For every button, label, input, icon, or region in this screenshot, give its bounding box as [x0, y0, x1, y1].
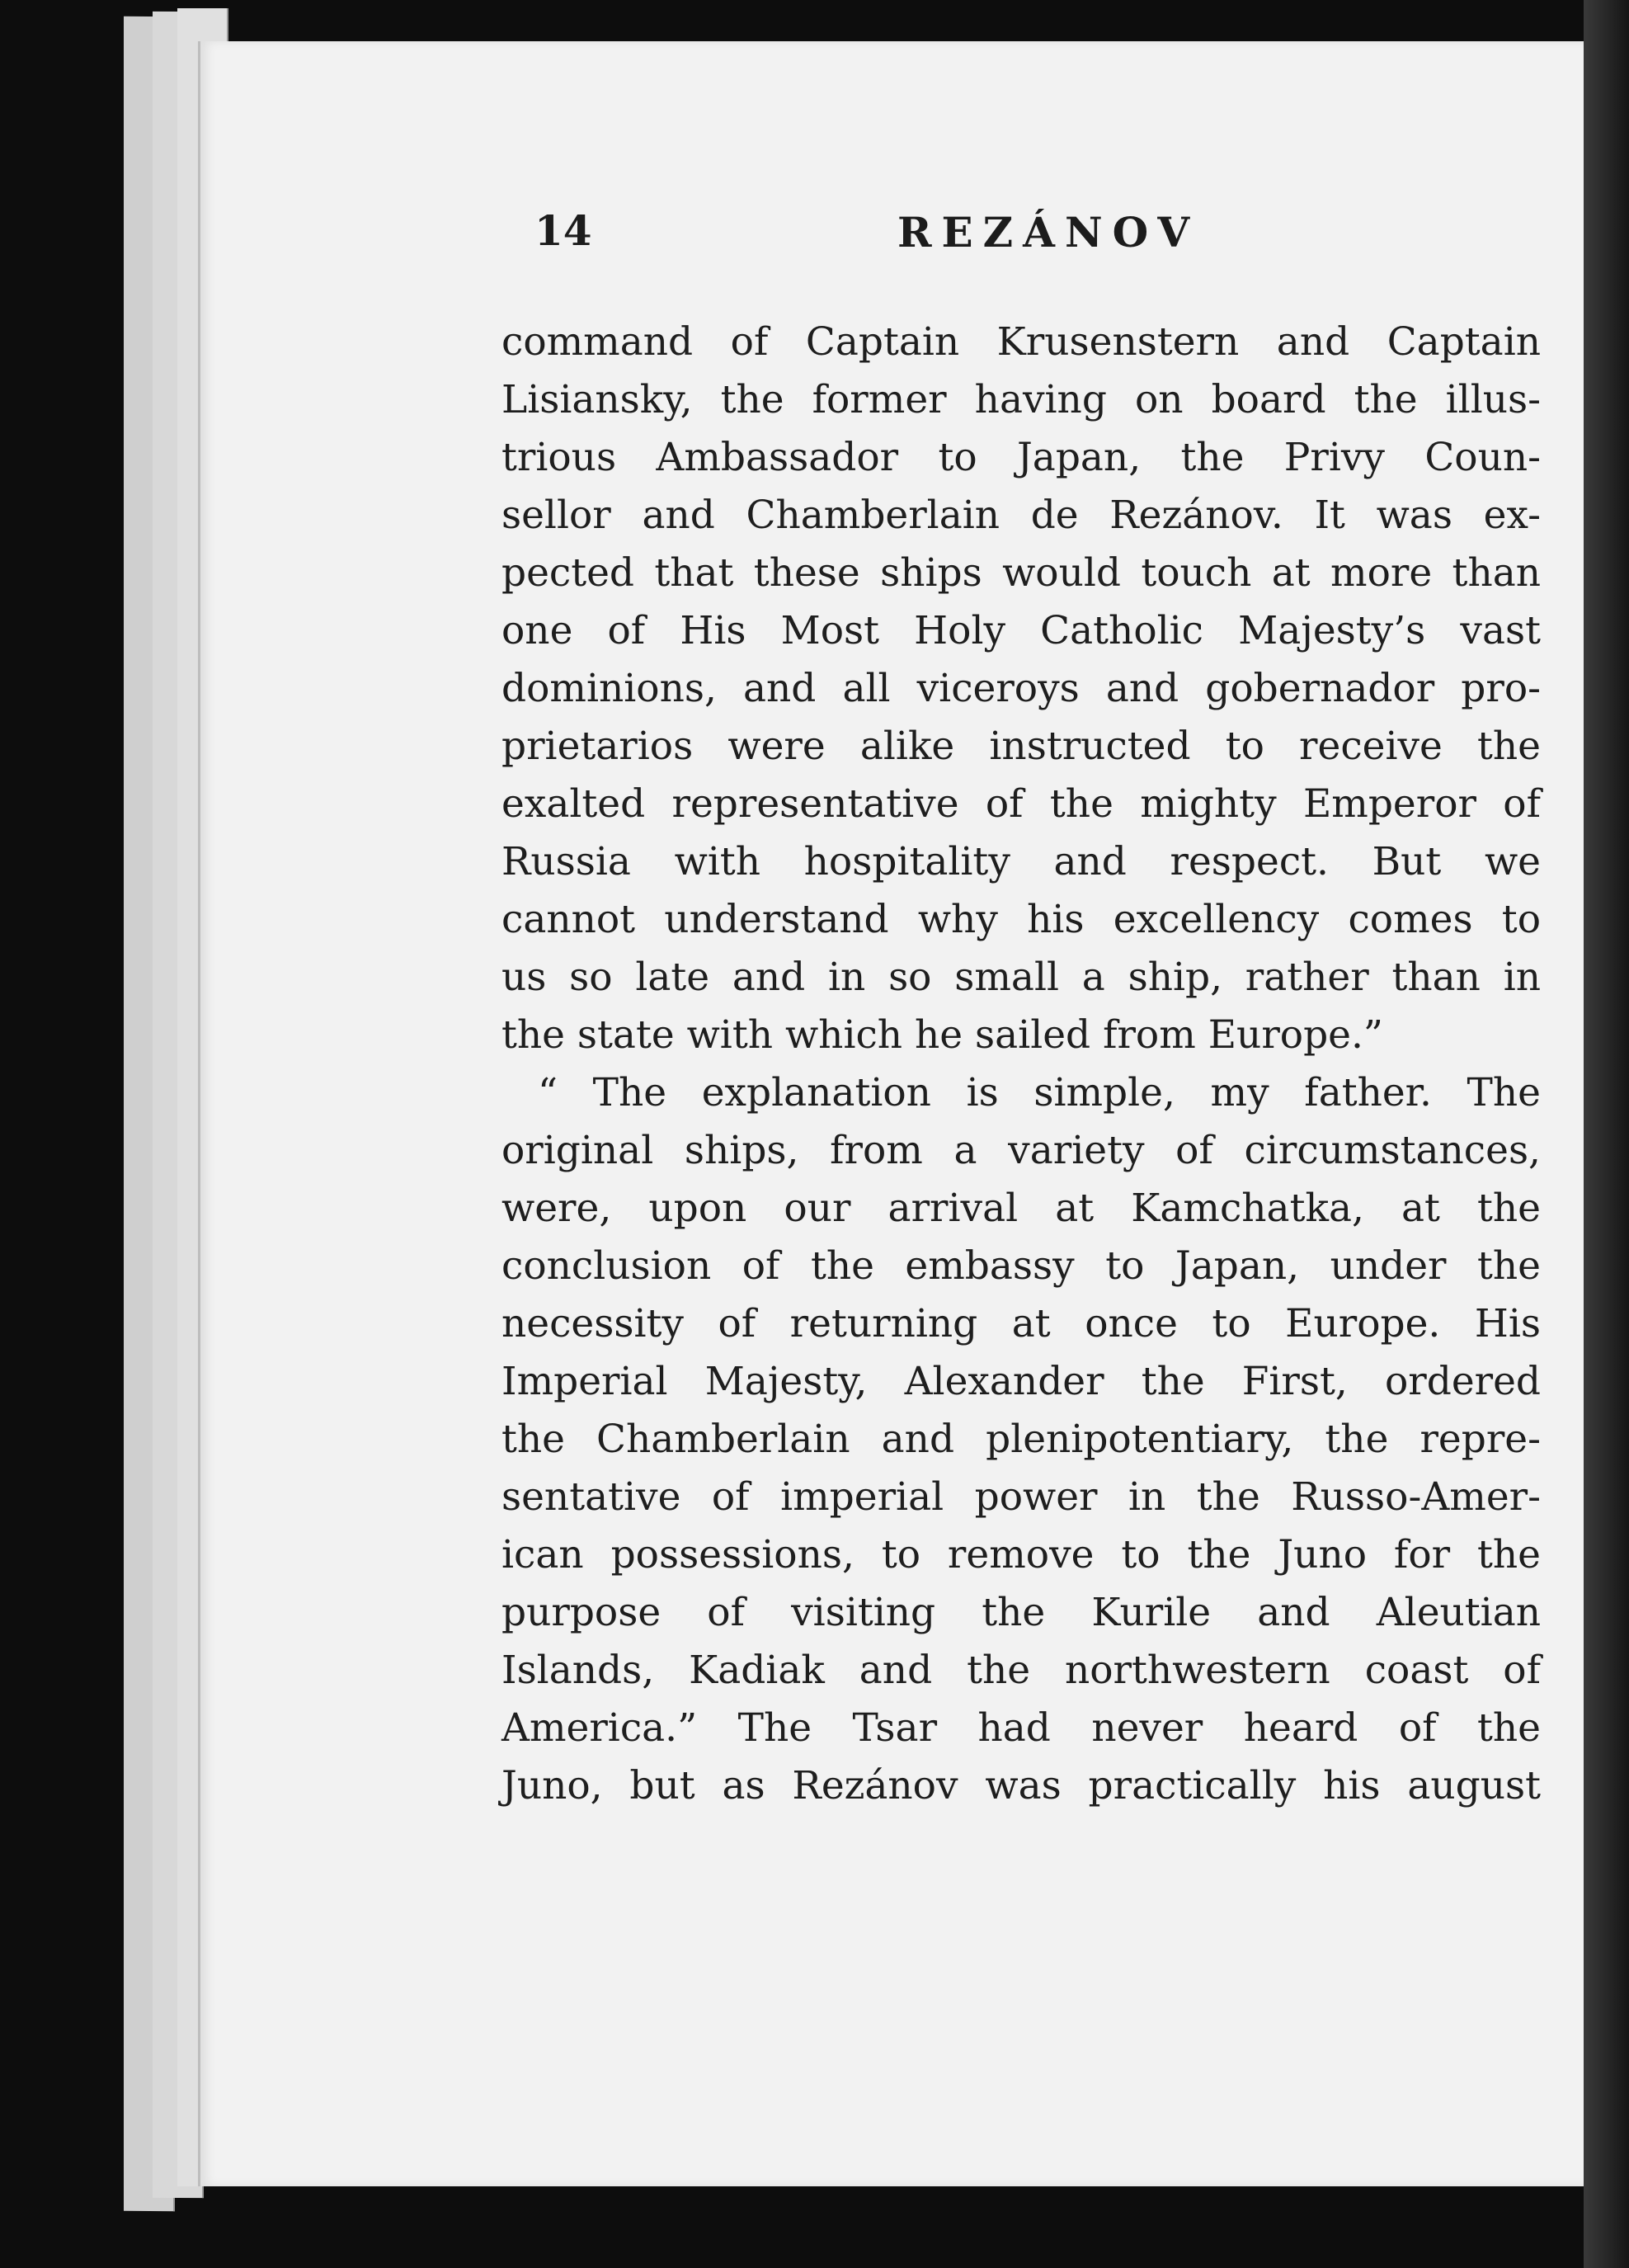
- text-line: trious Ambassador to Japan, the Privy Coun-: [501, 435, 1541, 480]
- text-line: Juno, but as Rezánov was practically his august: [501, 1763, 1541, 1808]
- text-line: America.” The Tsar had never heard of the: [501, 1705, 1541, 1751]
- page-header: [534, 206, 1557, 272]
- text-line: sellor and Chamberlain de Rezánov. It was ex-: [501, 493, 1541, 538]
- text-line: Lisiansky, the former having on board the illus-: [501, 377, 1541, 422]
- text-line: us so late and in so small a ship, rather than in: [501, 955, 1541, 1000]
- text-line: cannot understand why his excellency comes to: [501, 897, 1541, 942]
- text-line: Imperial Majesty, Alexander the First, ordered: [501, 1359, 1541, 1404]
- body-text: [501, 314, 1541, 1815]
- scan-border: [1584, 0, 1629, 2268]
- text-line: necessity of returning at once to Europe. His: [501, 1301, 1541, 1346]
- text-line: “ The explanation is simple, my father. The: [538, 1070, 1541, 1115]
- text-line: Islands, Kadiak and the northwestern coast of: [501, 1648, 1541, 1693]
- text-line: Russia with hospitality and respect. But we: [501, 839, 1541, 884]
- text-line: one of His Most Holy Catholic Majesty’s vast: [501, 608, 1541, 653]
- text-line: the Chamberlain and plenipotentiary, the repre-: [501, 1417, 1541, 1462]
- text-line: original ships, from a variety of circumstances,: [501, 1128, 1541, 1173]
- running-title: REZÁNOV: [897, 208, 1200, 257]
- page-number: 14: [534, 206, 592, 255]
- text-line: the state with which he sailed from Europe.”: [501, 1012, 1383, 1058]
- text-line: prietarios were alike instructed to receive the: [501, 724, 1541, 769]
- text-line: pected that these ships would touch at more than: [501, 550, 1541, 596]
- text-line: command of Captain Krusenstern and Captain: [501, 319, 1541, 365]
- text-line: sentative of imperial power in the Russo-Amer-: [501, 1474, 1541, 1520]
- text-line: ican possessions, to remove to the Juno for the: [501, 1532, 1541, 1577]
- text-line: purpose of visiting the Kurile and Aleutian: [501, 1590, 1541, 1635]
- text-line: dominions, and all viceroys and gobernador pro-: [501, 666, 1541, 711]
- text-line: conclusion of the embassy to Japan, under the: [501, 1243, 1541, 1289]
- text-line: exalted representative of the mighty Emperor of: [501, 781, 1541, 827]
- text-line: were, upon our arrival at Kamchatka, at the: [501, 1186, 1541, 1231]
